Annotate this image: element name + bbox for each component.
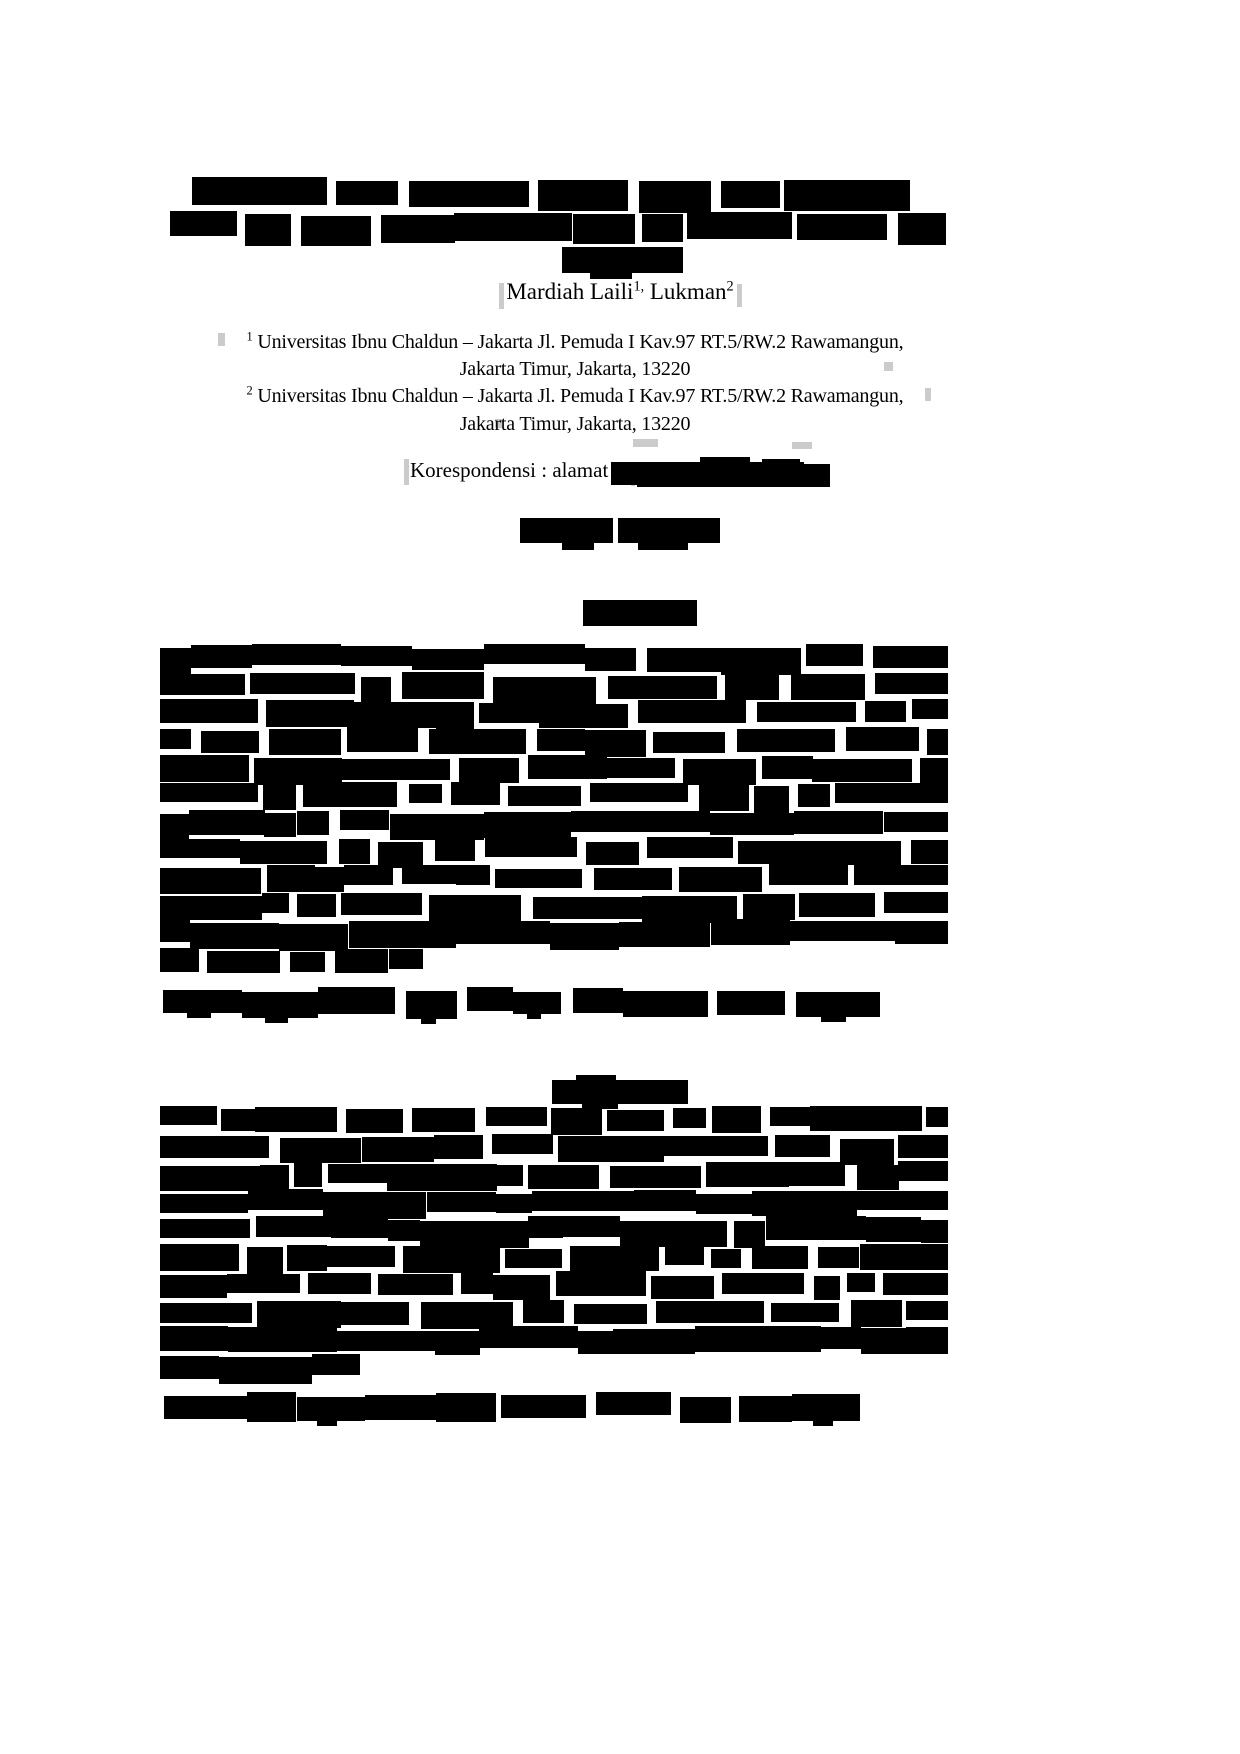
keywords-redaction-block — [247, 1392, 296, 1422]
abstract-en-paragraph-redaction-block — [479, 1326, 578, 1348]
abstract-id-paragraph-redaction-block — [711, 919, 790, 945]
abstract-en-paragraph-redaction-block — [814, 1276, 840, 1300]
abstract-en-paragraph-redaction-block — [696, 1194, 752, 1214]
abstract-en-paragraph-redaction-block — [427, 1192, 496, 1212]
abstract-en-paragraph-redaction-block — [634, 1190, 696, 1211]
abstract-en-paragraph-redaction-block — [810, 1106, 922, 1131]
abstract-id-paragraph-redaction-block — [539, 704, 628, 728]
abstract-en-paragraph-redaction-block — [160, 1244, 239, 1271]
abstract-en-paragraph-redaction-block — [255, 1107, 337, 1132]
kata-kunci-redaction-block — [467, 987, 513, 1011]
abstract-id-paragraph-redaction-block — [619, 922, 710, 947]
abstract-en-paragraph-redaction-block — [323, 1192, 426, 1219]
abstract-en-paragraph-redaction-block — [435, 1331, 480, 1355]
abstract-id-paragraph-redaction-block — [160, 896, 262, 920]
abstract-id-paragraph-redaction-block — [586, 842, 639, 865]
title-line-1-block — [241, 177, 327, 205]
abstract-en-paragraph-redaction-block — [327, 1246, 395, 1267]
abstract-id-paragraph-redaction-block — [699, 785, 749, 811]
abstract-id-paragraph-redaction-block — [647, 648, 721, 672]
abstract-en-paragraph-redaction-block — [706, 1162, 789, 1187]
abstract-en-paragraph-redaction-block — [866, 1217, 921, 1242]
abstract-id-paragraph-redaction-block — [911, 840, 948, 864]
abstract-id-paragraph-redaction-block — [679, 867, 762, 892]
abstract-en-paragraph-redaction-block — [340, 1302, 409, 1325]
keywords-redaction-block — [164, 1396, 247, 1419]
title-line-1-block — [639, 181, 711, 213]
abstract-en-paragraph-redaction-block — [362, 1137, 434, 1162]
abstract-en-paragraph-redaction-block — [421, 1302, 513, 1329]
abstract-en-paragraph-redaction-block — [563, 1216, 620, 1237]
abstract-en-paragraph-redaction-block — [665, 1246, 704, 1265]
title-line-1-block — [192, 177, 241, 205]
abstract-id-paragraph-redaction-block — [585, 730, 646, 757]
author-2-name: Lukman — [644, 279, 727, 304]
abstract-en-paragraph-redaction-block — [227, 1274, 300, 1293]
abstract-en-paragraph-redaction-block — [752, 1191, 857, 1216]
abstract-id-paragraph-redaction-block — [493, 677, 596, 704]
abstract-id-paragraph-redaction-block — [340, 810, 389, 830]
abstract-en-paragraph-redaction-block — [420, 1221, 529, 1248]
abstract-id-paragraph-redaction-block — [590, 783, 688, 802]
abstract-en-paragraph-redaction-block — [651, 1276, 714, 1299]
abstract-id-paragraph-redaction-block — [854, 865, 948, 885]
affiliation-2-text: Universitas Ibnu Chaldun – Jakarta Jl. Pemuda I Kav.97 RT.5/RW.2 Rawamangun, — [252, 385, 904, 407]
abstract-id-paragraph-redaction-block — [389, 949, 423, 969]
abstract-id-paragraph-redaction-block — [339, 839, 370, 864]
abstract-id-paragraph-redaction-block — [160, 755, 249, 782]
abstract-en-heading-redaction-block — [552, 1080, 688, 1104]
affiliation-2-superscript: 2 — [246, 383, 253, 398]
journal-title-redaction-block — [618, 518, 720, 543]
abstract-en-paragraph-redaction-block — [766, 1216, 866, 1240]
abstract-id-paragraph-redaction-block — [459, 758, 519, 783]
title-line-1-block — [784, 180, 910, 211]
abstract-en-paragraph-redaction-block — [221, 1109, 255, 1131]
abstract-id-paragraph-redaction-block — [757, 702, 856, 722]
abstract-en-paragraph-redaction-block — [532, 1191, 634, 1211]
abstract-id-paragraph-redaction-block — [537, 729, 585, 751]
revision-mark — [404, 459, 409, 485]
abstract-en-paragraph-redaction-block — [722, 1273, 804, 1294]
abstract-en-paragraph-redaction-block — [228, 1327, 337, 1352]
abstract-en-paragraph-redaction-block — [770, 1107, 810, 1126]
abstract-id-paragraph-redaction-block — [250, 673, 355, 694]
journal-title-redaction-block — [520, 518, 613, 543]
abstract-en-paragraph-redaction-block — [613, 1329, 695, 1354]
abstract-en-paragraph-redaction-block — [740, 1326, 821, 1352]
abstract-id-paragraph-redaction-block — [721, 648, 801, 675]
abstract-en-paragraph-redaction-block — [574, 1304, 647, 1324]
abstract-en-paragraph-redaction-block — [287, 1245, 327, 1271]
abstract-id-paragraph-redaction-block — [409, 784, 442, 803]
abstract-id-paragraph-redaction-block — [207, 951, 280, 973]
abstract-id-paragraph-redaction-block — [435, 838, 475, 861]
revision-mark — [633, 439, 658, 447]
abstract-en-paragraph-redaction-block — [160, 1136, 269, 1158]
abstract-en-paragraph-redaction-block — [493, 1275, 550, 1300]
abstract-en-paragraph-redaction-block — [257, 1301, 341, 1328]
abstract-en-paragraph-redaction-block — [664, 1136, 768, 1156]
abstract-en-paragraph-redaction-block — [712, 1106, 761, 1133]
keywords-redaction-block — [297, 1397, 365, 1421]
title-line-2-block — [454, 213, 572, 241]
abstract-id-paragraph-redaction-block — [267, 865, 315, 892]
abstract-en-paragraph-redaction-block — [656, 1301, 764, 1323]
title-line-2-block — [245, 214, 291, 246]
abstract-id-paragraph-redaction-block — [846, 727, 919, 751]
abstract-en-paragraph-redaction-block — [486, 1107, 547, 1126]
abstract-id-paragraph-redaction-block — [160, 674, 245, 695]
abstract-id-paragraph-redaction-block — [160, 868, 261, 894]
abstract-en-paragraph-redaction-block — [312, 1354, 360, 1375]
abstract-id-paragraph-redaction-block — [361, 677, 391, 702]
abstract-en-paragraph-redaction-block — [556, 1271, 646, 1296]
abstract-id-paragraph-redaction-block — [508, 786, 581, 806]
abstract-id-paragraph-redaction-block — [865, 701, 906, 722]
abstract-id-paragraph-redaction-block — [335, 949, 388, 973]
abstract-en-paragraph-redaction-block — [752, 1246, 808, 1269]
abstract-en-paragraph-redaction-block — [294, 1161, 322, 1187]
abstract-id-paragraph-redaction-block — [290, 952, 325, 972]
title-line-2-block — [898, 213, 946, 245]
abstract-id-paragraph-redaction-block — [344, 865, 393, 885]
abstract-id-paragraph-redaction-block — [884, 892, 948, 913]
abstract-en-paragraph-redaction-block — [775, 1135, 830, 1157]
title-line-2-block — [301, 216, 371, 246]
abstract-en-paragraph-redaction-block — [898, 1161, 948, 1181]
abstract-en-paragraph-redaction-block — [160, 1194, 248, 1213]
abstract-id-paragraph-redaction-block — [279, 924, 348, 951]
abstract-en-paragraph-redaction-block — [570, 1246, 659, 1271]
kata-kunci-redaction-block — [573, 988, 623, 1013]
abstract-en-paragraph-redaction-block — [818, 1247, 859, 1268]
abstract-id-paragraph-redaction-block — [160, 648, 191, 675]
abstract-id-paragraph-redaction-block — [875, 673, 948, 694]
keywords-redaction-block — [813, 1419, 833, 1426]
journal-title-redaction-block — [638, 543, 688, 550]
abstract-en-paragraph-redaction-block — [620, 1221, 727, 1247]
abstract-en-paragraph-redaction-block — [492, 1134, 553, 1154]
abstract-en-paragraph-redaction-block — [771, 1303, 839, 1322]
abstract-id-paragraph-redaction-block — [798, 784, 830, 807]
abstract-en-paragraph-redaction-block — [883, 1273, 948, 1295]
abstract-en-paragraph-redaction-block — [496, 1165, 523, 1186]
abstract-id-paragraph-redaction-block — [160, 699, 258, 723]
keywords-redaction-block — [317, 1419, 337, 1426]
affiliation-1-text: Universitas Ibnu Chaldun – Jakarta Jl. Pemuda I Kav.97 RT.5/RW.2 Rawamangun, — [252, 331, 904, 353]
abstract-en-paragraph-redaction-block — [434, 1135, 483, 1159]
affiliation-2-line-2 — [0, 413, 1195, 436]
title-line-1-block — [721, 181, 780, 208]
abstract-en-paragraph-redaction-block — [528, 1165, 599, 1189]
abstract-id-paragraph-redaction-block — [873, 646, 948, 668]
abstract-id-paragraph-redaction-block — [436, 702, 474, 729]
abstract-id-paragraph-redaction-block — [811, 841, 901, 865]
abstract-en-paragraph-redaction-block — [734, 1221, 765, 1248]
kata-kunci-redaction-block — [623, 991, 708, 1017]
abstract-id-paragraph-redaction-block — [341, 646, 412, 666]
abstract-en-paragraph-redaction-block — [256, 1216, 331, 1237]
kata-kunci-redaction-block — [242, 992, 318, 1018]
abstract-id-paragraph-redaction-block — [585, 648, 636, 671]
affiliation-1-city: Jakarta Timur, Jakarta, 13220 — [459, 358, 691, 380]
abstract-id-paragraph-redaction-block — [927, 729, 948, 755]
abstract-id-paragraph-redaction-block — [354, 702, 436, 728]
abstract-id-paragraph-redaction-block — [594, 868, 672, 890]
abstract-id-paragraph-redaction-block — [160, 948, 199, 972]
abstract-en-paragraph-redaction-block — [558, 1136, 664, 1162]
abstract-en-paragraph-redaction-block — [551, 1108, 602, 1135]
abstract-id-paragraph-redaction-block — [456, 865, 490, 885]
kata-kunci-redaction-block — [163, 990, 242, 1013]
abstract-en-paragraph-redaction-block — [308, 1273, 371, 1294]
author-1-superscript: 1, — [633, 278, 645, 295]
title-line-2-block — [573, 214, 635, 244]
title-line-1-block — [409, 181, 529, 207]
abstract-en-paragraph-redaction-block — [528, 1216, 563, 1238]
abstract-en-paragraph-redaction-block — [578, 1331, 613, 1354]
affiliation-1-line-2 — [0, 358, 1195, 381]
abstract-id-paragraph-redaction-block — [262, 893, 289, 913]
abstract-en-paragraph-redaction-block — [461, 1272, 493, 1294]
abstract-id-paragraph-redaction-block — [201, 731, 259, 753]
abstract-id-paragraph-redaction-block — [791, 674, 865, 700]
abstract-en-paragraph-redaction-block — [260, 1165, 289, 1191]
abstract-id-paragraph-redaction-block — [456, 921, 550, 944]
abstract-en-paragraph-redaction-block — [840, 1139, 894, 1165]
affiliation-1-superscript: 1 — [246, 329, 253, 344]
title-line-2-block — [687, 212, 792, 239]
abstract-en-paragraph-redaction-block — [695, 1326, 740, 1352]
abstract-en-paragraph-redaction-block — [387, 1164, 497, 1191]
title-line-2-block — [642, 214, 683, 242]
author-1-name: Mardiah Laili — [506, 279, 634, 304]
kata-kunci-redaction-block — [318, 987, 395, 1014]
kata-kunci-redaction-block — [265, 1016, 288, 1023]
abstract-en-paragraph-redaction-block — [607, 1110, 664, 1131]
kata-kunci-redaction-block — [406, 991, 457, 1019]
kata-kunci-redaction-block — [717, 991, 785, 1015]
revision-mark — [792, 442, 812, 449]
abstract-id-paragraph-redaction-block — [769, 864, 848, 885]
abstract-id-paragraph-redaction-block — [647, 837, 733, 858]
abstract-en-paragraph-redaction-block — [921, 1220, 948, 1243]
abstract-en-paragraph-redaction-block — [851, 1300, 902, 1327]
abstract-id-paragraph-redaction-block — [495, 869, 582, 888]
abstract-id-paragraph-redaction-block — [725, 675, 779, 700]
abstract-en-paragraph-redaction-block — [248, 1189, 323, 1210]
abstract-id-paragraph-redaction-block — [533, 897, 642, 919]
abstract-en-paragraph-redaction-block — [898, 1135, 948, 1158]
abstract-id-paragraph-redaction-block — [479, 703, 539, 723]
abstract-en-paragraph-redaction-block — [160, 1219, 250, 1238]
abstract-id-paragraph-redaction-block — [485, 837, 577, 857]
abstract-id-paragraph-redaction-block — [412, 649, 484, 670]
author-2-superscript: 2 — [726, 278, 734, 295]
abstract-en-paragraph-redaction-block — [906, 1327, 948, 1354]
abstract-en-paragraph-redaction-block — [337, 1331, 435, 1351]
title-line-1-block — [336, 181, 398, 205]
abstract-id-paragraph-redaction-block — [737, 729, 835, 752]
abstract-en-paragraph-redaction-block — [711, 1249, 741, 1268]
abstract-id-paragraph-redaction-block — [884, 812, 948, 832]
abstract-id-paragraph-redaction-block — [191, 645, 252, 668]
abstract-id-paragraph-redaction-block — [806, 644, 863, 666]
abstract-en-paragraph-redaction-block — [346, 1109, 403, 1133]
abstract-en-paragraph-redaction-block — [280, 1138, 361, 1163]
abstract-id-paragraph-redaction-block — [656, 811, 710, 832]
title-line-2-block — [381, 215, 455, 243]
kata-kunci-redaction-block — [796, 992, 880, 1017]
abstract-en-paragraph-redaction-block — [160, 1303, 252, 1323]
abstract-en-paragraph-redaction-block — [847, 1273, 875, 1292]
abstract-en-paragraph-redaction-block — [219, 1357, 312, 1384]
abstract-en-paragraph-redaction-block — [160, 1356, 219, 1379]
kata-kunci-redaction-block — [821, 1015, 846, 1022]
abstract-en-paragraph-redaction-block — [860, 1244, 948, 1270]
abstract-id-paragraph-redaction-block — [390, 814, 484, 840]
abstract-en-paragraph-redaction-block — [673, 1108, 706, 1128]
title-line-2-block — [170, 211, 237, 236]
abstract-id-paragraph-redaction-block — [738, 841, 811, 864]
abstract-en-paragraph-redaction-block — [328, 1164, 387, 1183]
abstract-id-paragraph-redaction-block — [754, 786, 789, 813]
correspondence-label: Korespondensi : alamat — [410, 458, 609, 482]
abstract-en-paragraph-redaction-block — [505, 1249, 562, 1268]
abstract-id-paragraph-redaction-block — [240, 841, 327, 864]
keywords-redaction-block — [596, 1392, 671, 1415]
abstract-id-paragraph-redaction-block — [189, 810, 265, 835]
abstract-id-paragraph-redaction-block — [429, 895, 521, 921]
abstract-id-paragraph-redaction-block — [528, 755, 607, 779]
abstract-id-paragraph-redaction-block — [347, 727, 418, 752]
abstract-en-paragraph-redaction-block — [160, 1275, 227, 1298]
abstract-id-paragraph-redaction-block — [794, 811, 883, 834]
title-line-3-block — [562, 247, 683, 273]
abstract-en-heading-redaction-block — [576, 1075, 616, 1080]
abstract-id-paragraph-redaction-block — [550, 923, 619, 950]
abstract-en-paragraph-redaction-block — [247, 1247, 283, 1274]
abstract-en-paragraph-redaction-block — [378, 1274, 453, 1295]
abstract-id-paragraph-redaction-block — [160, 814, 189, 841]
correspondence-email-bar — [611, 462, 804, 485]
abstract-id-paragraph-redaction-block — [912, 699, 948, 719]
abstract-id-paragraph-redaction-block — [571, 811, 656, 832]
abstract-en-paragraph-redaction-block — [388, 1220, 420, 1241]
abstract-id-paragraph-redaction-block — [484, 812, 571, 838]
abstract-id-paragraph-redaction-block — [638, 700, 746, 723]
abstract-id-paragraph-redaction-block — [653, 732, 725, 753]
affiliation-2-city: Jakarta Timur, Jakarta, 13220 — [459, 413, 691, 435]
abstract-id-paragraph-redaction-block — [402, 672, 484, 699]
abstract-id-paragraph-redaction-block — [160, 783, 258, 802]
abstract-id-paragraph-redaction-block — [608, 676, 717, 699]
kata-kunci-redaction-block — [527, 1012, 541, 1019]
abstract-id-paragraph-redaction-block — [303, 782, 397, 807]
abstract-en-paragraph-redaction-block — [160, 1166, 260, 1191]
keywords-redaction-block — [792, 1394, 860, 1421]
abstract-en-paragraph-redaction-block — [403, 1246, 500, 1273]
abstract-id-paragraph-redaction-block — [341, 893, 422, 915]
abstract-id-paragraph-redaction-block — [254, 758, 342, 785]
abstract-en-paragraph-redaction-block — [857, 1165, 899, 1190]
abstract-id-paragraph-redaction-block — [920, 758, 948, 783]
abstract-en-paragraph-redaction-block — [789, 1162, 845, 1186]
abstract-id-paragraph-redaction-block — [484, 644, 585, 664]
abstract-en-paragraph-redaction-block — [523, 1300, 564, 1323]
abstract-id-paragraph-redaction-block — [402, 865, 456, 884]
abstract-en-paragraph-redaction-block — [412, 1108, 475, 1132]
abstract-en-paragraph-redaction-block — [821, 1327, 861, 1349]
abstract-id-paragraph-redaction-block — [349, 921, 456, 948]
abstract-id-paragraph-redaction-block — [790, 921, 895, 941]
keywords-redaction-block — [501, 1395, 586, 1418]
kata-kunci-redaction-block — [187, 1011, 211, 1018]
journal-title-redaction-block — [562, 543, 594, 550]
abstract-id-paragraph-redaction-block — [252, 644, 341, 665]
abstract-id-paragraph-redaction-block — [160, 729, 191, 749]
abstract-id-paragraph-redaction-block — [263, 783, 296, 810]
kata-kunci-redaction-block — [421, 1017, 436, 1024]
abstract-en-paragraph-redaction-block — [331, 1218, 388, 1238]
abstract-id-paragraph-redaction-block — [264, 813, 296, 837]
abstract-id-paragraph-redaction-block — [297, 811, 329, 835]
abstract-id-paragraph-redaction-block — [160, 920, 190, 942]
abstract-id-paragraph-redaction-block — [812, 759, 912, 782]
abstract-id-paragraph-redaction-block — [160, 839, 240, 858]
abstract-id-paragraph-redaction-block — [710, 813, 794, 835]
abstract-id-paragraph-redaction-block — [895, 921, 948, 944]
abstract-id-paragraph-redaction-block — [297, 894, 336, 917]
abstract-en-paragraph-redaction-block — [857, 1191, 948, 1210]
keywords-redaction-block — [436, 1393, 496, 1422]
abstract-en-paragraph-redaction-block — [926, 1107, 948, 1127]
title-line-1-block — [538, 180, 628, 211]
abstract-id-paragraph-redaction-block — [799, 893, 875, 917]
abstract-id-paragraph-redaction-block — [266, 700, 354, 727]
abstract-id-paragraph-redaction-block — [429, 729, 526, 754]
keywords-redaction-block — [739, 1396, 792, 1422]
keywords-redaction-block — [680, 1397, 731, 1423]
abstract-id-paragraph-redaction-block — [762, 756, 813, 779]
abstract-en-paragraph-redaction-block — [160, 1106, 217, 1125]
abstract-en-paragraph-redaction-block — [861, 1328, 907, 1354]
abstract-id-paragraph-redaction-block — [269, 729, 341, 755]
abstract-en-paragraph-redaction-block — [160, 1326, 228, 1351]
correspondence-line — [410, 458, 804, 485]
abstract-id-paragraph-redaction-block — [341, 759, 450, 780]
abstract-id-paragraph-redaction-block — [190, 923, 279, 949]
title-line-2-block — [797, 214, 887, 240]
abstract-id-paragraph-redaction-block — [835, 783, 948, 803]
abstract-id-paragraph-redaction-block — [315, 867, 344, 892]
keywords-redaction-block — [365, 1395, 436, 1420]
abstract-en-paragraph-redaction-block — [906, 1301, 948, 1320]
abstract-id-paragraph-redaction-block — [743, 894, 795, 920]
abstract-en-paragraph-redaction-block — [496, 1194, 532, 1213]
abstract-id-paragraph-redaction-block — [683, 759, 756, 785]
abstract-en-paragraph-redaction-block — [610, 1166, 701, 1188]
kata-kunci-redaction-block — [513, 992, 561, 1014]
affiliation-1-line-1 — [0, 331, 1195, 354]
affiliation-2-line-1 — [0, 385, 1195, 408]
abstrak-heading-redaction-block — [583, 600, 697, 626]
abstract-id-paragraph-redaction-block — [607, 758, 675, 778]
abstract-id-paragraph-redaction-block — [451, 782, 500, 805]
author-line — [0, 279, 1240, 305]
